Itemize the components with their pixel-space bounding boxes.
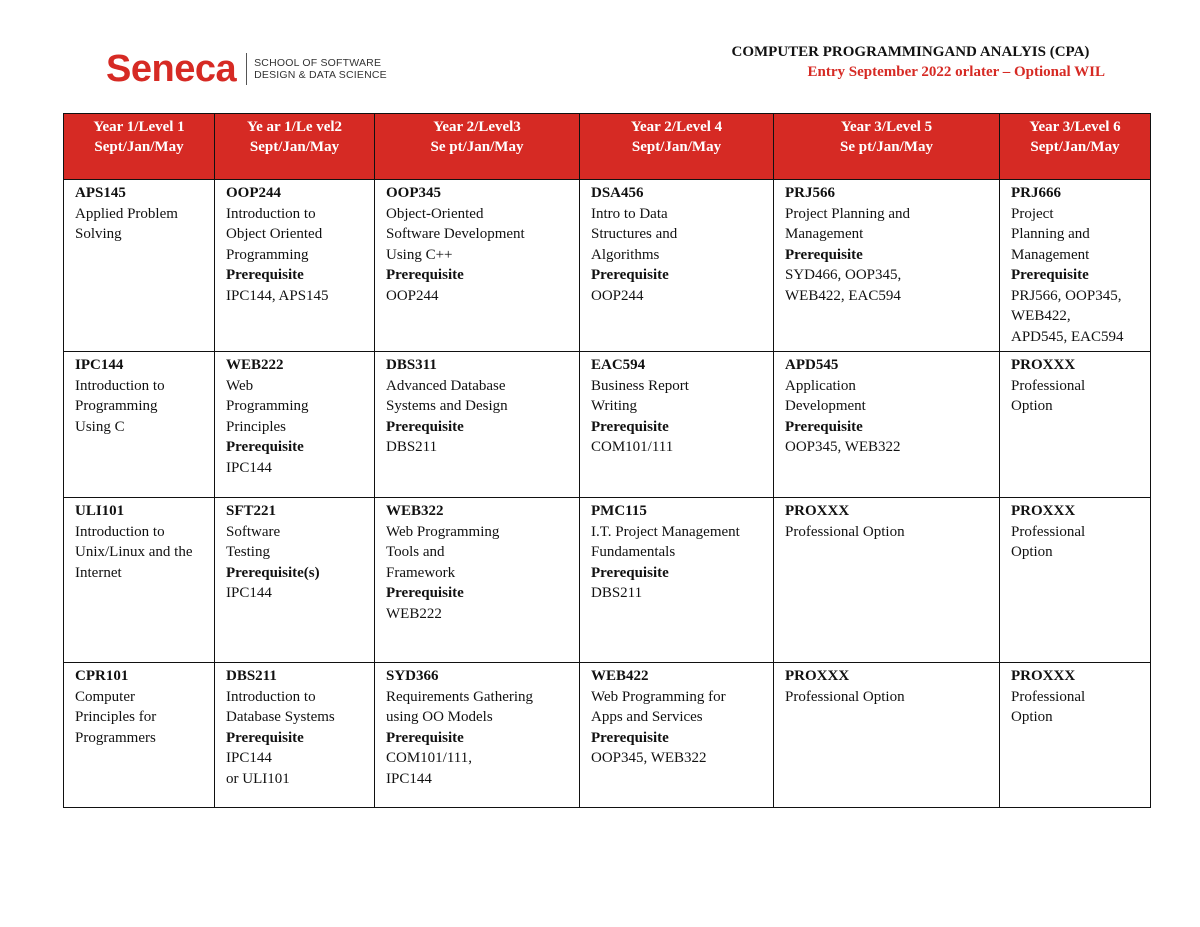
program-title: COMPUTER PROGRAMMINGAND ANALYIS (CPA) xyxy=(731,44,1090,60)
course-code: EAC594 xyxy=(591,357,646,373)
column-header xyxy=(580,114,774,180)
course-cell xyxy=(1000,498,1151,663)
prerequisite-label: Prerequisite xyxy=(386,418,464,435)
course-code: WEB422 xyxy=(591,668,649,684)
course-cell xyxy=(774,180,1000,352)
prerequisite-courses: OOP345, WEB322 xyxy=(591,750,707,766)
course-cell xyxy=(215,180,375,352)
course-code: PRJ566 xyxy=(785,185,835,201)
course-title: Project Planning and Management xyxy=(785,205,910,242)
course-cell xyxy=(64,352,215,498)
course-code: PRJ666 xyxy=(1011,185,1061,201)
prerequisite-label: Prerequisite xyxy=(591,267,669,283)
course-code: SYD366 xyxy=(386,668,439,684)
course-code: WEB222 xyxy=(226,357,284,373)
prerequisite-courses: OOP345, WEB322 xyxy=(785,439,901,455)
course-code: PROXXX xyxy=(1011,668,1076,684)
course-code: DSA456 xyxy=(591,185,644,201)
prerequisite-courses: COM101/111, IPC144 xyxy=(386,750,472,787)
course-title: Applied Problem Solving xyxy=(75,205,178,242)
course-cell xyxy=(580,498,774,663)
prerequisite-label: Prerequisite xyxy=(386,729,464,746)
course-title: Web Programming for Apps and Services xyxy=(591,688,726,725)
column-terms: Se pt/Jan/May xyxy=(840,139,933,155)
course-code: APD545 xyxy=(785,357,839,373)
column-terms: Sept/Jan/May xyxy=(249,139,340,155)
school-name xyxy=(254,57,387,81)
column-level: Year 2/Level 4 xyxy=(630,119,723,135)
prerequisite-label: Prerequisite xyxy=(226,729,304,746)
course-code: PROXXX xyxy=(785,503,850,519)
course-title: Computer Principles for Programmers xyxy=(75,688,157,746)
column-level: Year 1/Level 1 xyxy=(93,119,185,135)
course-cell xyxy=(215,498,375,663)
prerequisite-courses: IPC144 xyxy=(226,459,272,476)
course-cell xyxy=(1000,352,1151,498)
prerequisite-courses: SYD466, OOP345, WEB422, EAC594 xyxy=(785,267,902,304)
school-name-line1: SCHOOL OF SOFTWARE xyxy=(254,57,382,69)
course-title: Requirements Gathering using OO Models xyxy=(386,688,534,725)
course-cell xyxy=(375,663,580,808)
course-code: DBS311 xyxy=(386,357,437,373)
course-cell xyxy=(215,663,375,808)
column-terms: Sept/Jan/May xyxy=(1030,139,1120,155)
course-title: Web Programming Tools and Framework xyxy=(386,523,500,581)
course-code: PROXXX xyxy=(785,668,850,684)
prerequisite-courses: WEB222 xyxy=(386,605,442,622)
prerequisite-courses: OOP244 xyxy=(386,287,439,304)
table-row xyxy=(64,498,1151,663)
course-cell xyxy=(580,180,774,352)
prerequisite-label: Prerequisite xyxy=(591,418,669,435)
prerequisite-label: Prerequisite xyxy=(386,585,464,601)
prerequisite-courses: IPC144, APS145 xyxy=(226,287,329,304)
course-code: OOP345 xyxy=(386,185,441,201)
logo-wordmark: Seneca xyxy=(106,48,237,90)
course-title: Professional Option xyxy=(1011,377,1086,414)
course-title: Intro to Data Structures and Algorithms xyxy=(591,205,678,263)
program-heading xyxy=(732,44,1106,81)
column-terms: Se pt/Jan/May xyxy=(430,139,524,155)
prerequisite-courses: PRJ566, OOP345, WEB422, APD545, EAC594 xyxy=(1011,287,1124,345)
school-name-line2: DESIGN & DATA SCIENCE xyxy=(254,69,387,81)
prerequisite-label: Prerequisite xyxy=(785,418,863,435)
course-code: SFT221 xyxy=(226,503,277,519)
course-title: Software Testing xyxy=(226,523,281,560)
prerequisite-courses: DBS211 xyxy=(591,585,643,601)
column-terms: Sept/Jan/May xyxy=(94,139,184,155)
seneca-logo xyxy=(106,50,387,88)
prerequisite-courses: IPC144 or ULI101 xyxy=(226,750,290,787)
prerequisite-label: Prerequisite(s) xyxy=(226,564,320,581)
prerequisite-courses: DBS211 xyxy=(386,439,438,455)
column-header xyxy=(215,114,375,180)
course-title: Professional Option xyxy=(1011,523,1086,560)
header-row xyxy=(64,114,1151,180)
course-title: Professional Option xyxy=(1011,688,1086,725)
column-header xyxy=(64,114,215,180)
prerequisite-label: Prerequisite xyxy=(226,439,304,455)
prerequisite-label: Prerequisite xyxy=(1011,267,1089,283)
course-title: Introduction to Programming Using C xyxy=(75,377,165,435)
column-level: Year 3/Level 6 xyxy=(1029,119,1121,135)
course-code: ULI101 xyxy=(75,503,125,519)
course-cell xyxy=(1000,663,1151,808)
course-title: Professional Option xyxy=(785,523,905,540)
course-title: Web Programming Principles xyxy=(226,377,309,435)
course-code: DBS211 xyxy=(226,668,277,684)
column-header xyxy=(375,114,580,180)
course-cell xyxy=(215,352,375,498)
course-code: IPC144 xyxy=(75,357,124,373)
course-cell xyxy=(64,663,215,808)
course-code: PMC115 xyxy=(591,503,647,519)
course-cell xyxy=(774,352,1000,498)
column-level: Year 2/Level3 xyxy=(433,119,521,135)
course-title: Object-Oriented Software Development Using C++ xyxy=(386,205,525,263)
course-title: Introduction to Unix/Linux and the Internet xyxy=(75,523,193,581)
course-title: Introduction to Database Systems xyxy=(226,688,335,725)
table-row xyxy=(64,663,1151,808)
prerequisite-label: Prerequisite xyxy=(591,564,669,581)
course-title: Application Development xyxy=(785,377,866,414)
course-cell xyxy=(774,498,1000,663)
course-title: Business Report Writing xyxy=(591,377,689,414)
prerequisite-label: Prerequisite xyxy=(785,246,863,263)
course-code: OOP244 xyxy=(226,185,281,201)
course-title: Advanced Database Systems and Design xyxy=(386,377,508,414)
course-cell xyxy=(774,663,1000,808)
prerequisite-label: Prerequisite xyxy=(386,267,464,283)
course-title: I.T. Project Management Fundamentals xyxy=(591,523,740,560)
prerequisite-courses: COM101/111 xyxy=(591,439,674,455)
course-title: Introduction to Object Oriented Programming xyxy=(226,205,323,263)
prerequisite-label: Prerequisite xyxy=(226,267,304,283)
column-header xyxy=(1000,114,1151,180)
course-title: Project Planning and Management xyxy=(1011,205,1090,263)
curriculum-table xyxy=(63,113,1151,808)
prerequisite-courses: IPC144 xyxy=(226,585,272,601)
course-cell xyxy=(375,352,580,498)
course-cell xyxy=(64,180,215,352)
course-cell xyxy=(375,498,580,663)
course-cell xyxy=(375,180,580,352)
course-code: PROXXX xyxy=(1011,357,1076,373)
table-row xyxy=(64,352,1151,498)
prerequisite-courses: OOP244 xyxy=(591,287,644,304)
column-level: Year 3/Level 5 xyxy=(840,119,933,135)
course-code: CPR101 xyxy=(75,668,129,684)
prerequisite-label: Prerequisite xyxy=(591,729,669,746)
program-subtitle: Entry September 2022 orlater – Optional WIL xyxy=(807,64,1105,80)
course-cell xyxy=(1000,180,1151,352)
logo-divider xyxy=(246,53,247,85)
column-header xyxy=(774,114,1000,180)
course-code: PROXXX xyxy=(1011,503,1076,519)
course-title: Professional Option xyxy=(785,688,905,705)
course-code: APS145 xyxy=(75,185,126,201)
course-cell xyxy=(64,498,215,663)
table-row xyxy=(64,180,1151,352)
course-cell xyxy=(580,663,774,808)
course-code: WEB322 xyxy=(386,503,444,519)
column-terms: Sept/Jan/May xyxy=(631,139,722,155)
course-cell xyxy=(580,352,774,498)
column-level: Ye ar 1/Le vel2 xyxy=(246,119,343,135)
